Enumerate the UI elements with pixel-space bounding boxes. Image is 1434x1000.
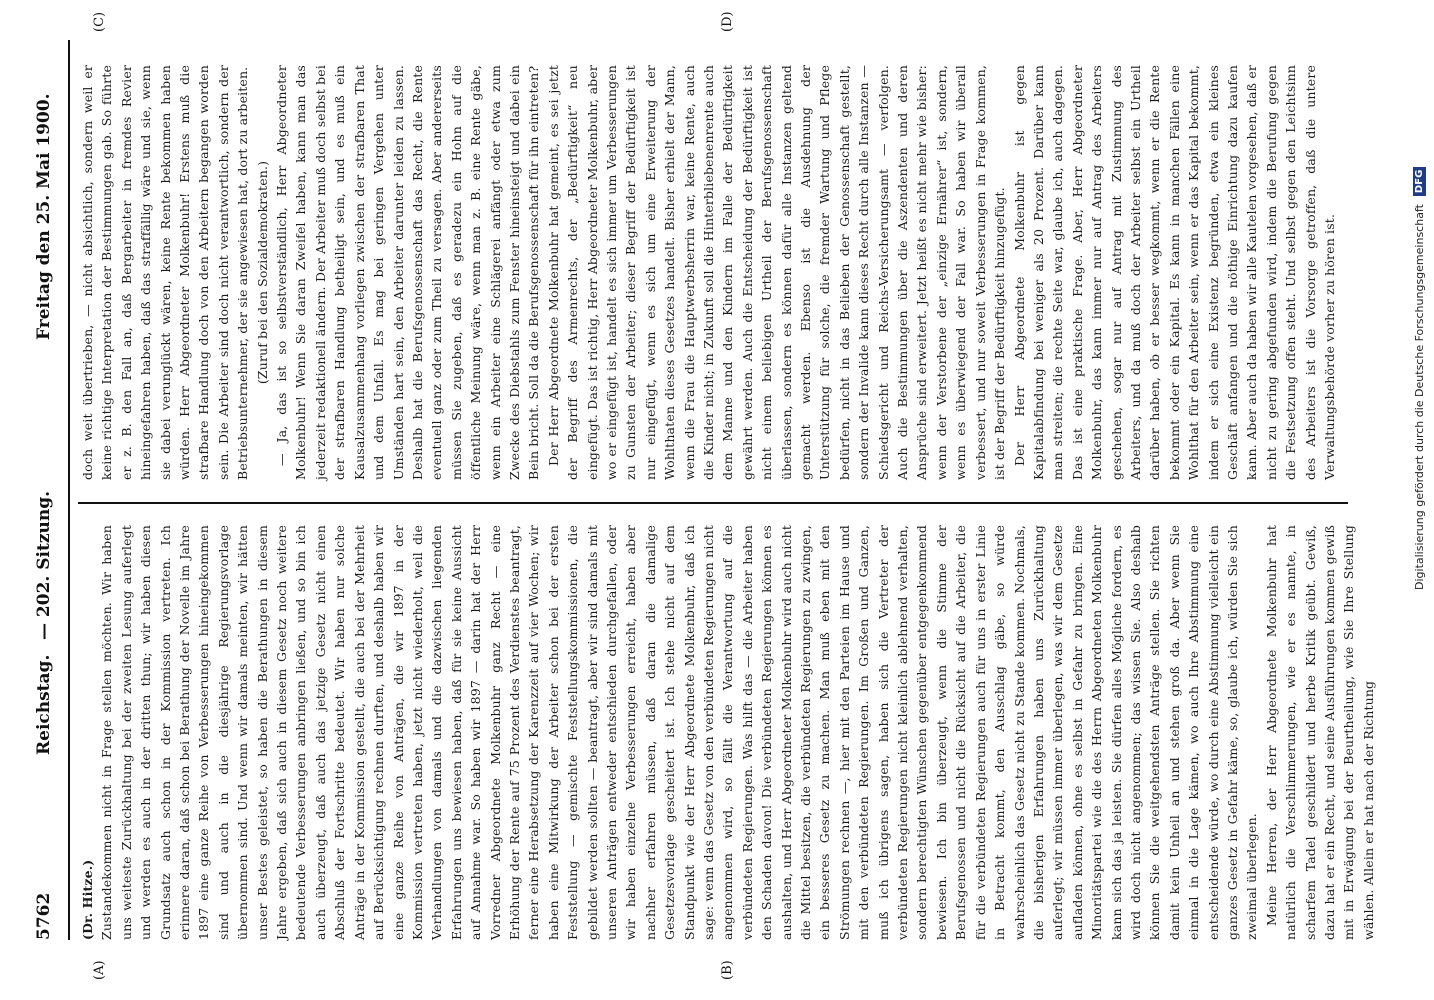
paragraph: Der Herr Abgeordnete Molkenbuhr ist gegen Kapitalabfindung bei weniger als 20 Prozent. Darüber kann man streiten; die rechte Seite war, glaube ich, auch dagegen. Das ist eine praktische Frage. Aber, Herr Abgeordneter Molkenbuhr, das kann immer nur auf Antrag des Arbeiters geschehen, sogar nur auf Antrag mit Zustimmung des Arbeiters, und da muß doch der Arbeiter selbst ein Urtheil darüber haben, ob er besser wegkommt, wenn er die Rente bekommt oder ein Kapital. Es kann in manchen Fällen eine Wohlthat für den Arbeiter sein, wenn er das Kapital bekommt, indem er sich eine Existenz begründen, etwa ein kleines Geschäft anfangen und die nöthige Einrichtung dazu kaufen kann. Aber auch da haben wir alle Kautelen vorgesehen, daß er nicht zu gering abgefunden wird, indem die Berufung gegen die Festsetzung offen steht. Und selbst gegen den Leichtsinn des Arbeiters ist die Vorsorge getroffen, daß die untere Verwaltungsbehörde vorher zu hören ist. bbox=[1011, 65, 1337, 480]
header-date: Freitag den 25. Mai 1900. bbox=[34, 93, 54, 340]
paragraph: Der Herr Abgeordnete Molkenbuhr hat gemeint, es sei jetzt der Begriff des Armenrechts, der „Bedürftigkeit“ neu eingefügt. Das ist richtig, Herr Abgeordneter Molkenbuhr, aber wo er eingefügt ist, handelt es sich immer um Verbesserungen zu Gunsten der Arbeiter; dieser Begriff der Bedürftigkeit ist nur eingefügt, wenn es sich um eine Erweiterung der Wohlthaten dieses Gesetzes handelt. Bisher erhielt der Mann, wenn die Frau die Hauptwerbsherrin war, keine Rente, auch die Kinder nicht; in Zukunft soll die Hinterbliebenenrente auch dem Manne und den Kindern im Falle der Bedürftigkeit gewährt werden. Auch die Entscheidung der Bedürftigkeit ist nicht einem beliebigen Urtheil der Berufsgenossenschaft überlassen, sondern es können dafür alle Instanzen geltend gemacht werden. Ebenso ist die Ausdehnung der Unterstützung für solche, die fremder Wartung und Pflege bedürfen, nicht in das Belieben der Genossenschaft gestellt, sondern der Invalide kann dieses Recht durch alle Instanzen — Schiedsgericht und Reichs-Versicherungsamt — verfolgen. Auch die Bestimmungen über die Aszendenten und deren Ansprüche sind erweitert. Jetzt heißt es nicht mehr wie bisher: wenn der Verstorbene der „einzige Ernährer“ ist, sondern, wenn es überwiegend der Fall war. So haben wir überall verbessert, und nur soweit Verbesserungen in Frage kommen, ist der Begriff der Bedürftigkeit hinzugefügt. bbox=[545, 65, 1008, 480]
page-header bbox=[28, 40, 62, 940]
paragraph: Zustandekommen nicht in Frage stellen möchten. Wir haben uns weiteste Zurückhaltung bei der zweiten Lesung auferlegt und werden es auch in der dritten thun; wir haben diesen Grundsatz auch schon in der Kommission vertreten. Ich erinnere daran, daß schon bei Berathung der Novelle im Jahre 1897 eine ganze Reihe von Verbesserungen hineingekommen sind und auch in die diesjährige Regierungsvorlage übernommen sind. Und wenn wir damals meinten, wir hätten unser Bestes geleistet, so haben die Berathungen in diesem Jahre ergeben, daß sich auch in diesem Gesetz noch weitere bedeutende Verbesserungen anbringen ließen, und so bin ich auch überzeugt, daß auch das jetzige Gesetz nicht einen Abschluß der Fortschritte bedeutet. Wir haben nur solche Anträge in der Kommission gestellt, die auch bei der Mehrheit auf Berücksichtigung rechnen durften, und deshalb haben wir eine ganze Reihe von Anträgen, die wir 1897 in der Kommission vertreten haben, jetzt nicht wiederholt, weil die Verhandlungen von damals und die dazwischen liegenden Erfahrungen uns bewiesen haben, daß für sie keine Aussicht auf Annahme war. So haben wir 1897 — darin hat der Herr Vorredner Abgeordnete Molkenbuhr ganz Recht — eine Erhöhung der Rente auf 75 Prozent des Verdienstes beantragt, ferner eine Herabsetzung der Karenzzeit auf vier Wochen; wir haben eine Mitwirkung der Arbeiter schon bei der ersten Feststellung — gemischte Feststellungskommissionen, die gebildet werden sollten — beantragt, aber wir sind damals mit unseren Anträgen entweder entschieden durchgefallen, oder wir haben einzelne Verbesserungen erreicht, haben aber nachher erfahren müssen, daß daran die damalige Gesetzesvorlage gescheitert ist. Ich stehe nicht auf dem Standpunkt wie der Herr Abgeordnete Molkenbuhr, daß ich sage: wenn das Gesetz von den verbündeten Regierungen nicht angenommen wird, so fällt die Verantwortung auf die verbündeten Regierungen. Was hilft das — die Arbeiter haben den Schaden davon! Die verbündeten Regierungen können es aushalten, und Herr Abgeordneter Molkenbuhr wird auch nicht die Mittel besitzen, die verbündeten Regierungen zu zwingen, ein besseres Gesetz zu machen. Man muß eben mit den Strömungen rechnen —, hier mit den Parteien im Hause und mit den verbündeten Regierungen. Im Großen und Ganzen, muß ich übrigens sagen, haben sich die Vertreter der verbündeten Regierungen nicht kleinlich ablehnend verhalten, sondern berechtigten Wünschen gegenüber entgegenkommend bewiesen. Ich bin überzeugt, wenn die Stimme der Berufsgenossen und nicht die Rücksicht auf die Arbeiter, die für die verbündeten Regierungen auch für uns in erster Linie in Betracht kommt, den Ausschlag gäbe, so würde wahrscheinlich das Gesetz nicht zu Stande kommen. Nochmals, die bisherigen Erfahrungen haben uns Zurückhaltung auferlegt; wir müssen immer überlegen, was wir dem Gesetze aufladen können, ohne es selbst in Gefahr zu bringen. Eine Minoritätspartei wie die des Herrn Abgeordneten Molkenbuhr kann sich das ja leisten. Sie dürfen alles Mögliche fordern, es wird doch nicht angenommen; das wissen Sie. Also deshalb können Sie die weitgehendsten Anträge stellen. Sie richten damit kein Unheil an und stehen groß da. Aber wenn Sie einmal in die Lage kämen, wo auch Ihre Abstimmung eine entscheidende würde, wo durch eine Abstimmung vielleicht ein ganzes Gesetz in Gefahr käme, so, glaube ich, würden Sie sich zweimal überlegen. bbox=[99, 525, 1260, 940]
digitization-note bbox=[1405, 0, 1434, 1000]
left-column bbox=[78, 525, 1376, 940]
digitization-text: Digitalisierung gefördert durch die Deutsche Forschungsgemeinschaft bbox=[1413, 204, 1426, 590]
paragraph: doch weit übertrieben, — nicht absichtlich, sondern weil er keine richtige Interpretation der Bestimmungen gab. So führte er z. B. den Fall an, daß Bergarbeiter in fremdes Revier hineingefahren haben, daß das straffällig wäre und sie, wenn sie dabei verunglückt wären, keine Rente bekommen haben würden. Herr Abgeordneter Molkenbuhr! Erstens muß die strafbare Handlung doch von den Arbeitern begangen worden sein. Die Arbeiter sind doch nicht verantwortlich, sondern der Betriebsunternehmer, der sie angewiesen hat, dort zu arbeiten. bbox=[80, 65, 251, 480]
right-column bbox=[78, 65, 1348, 480]
header-session: — 202. Sitzung. bbox=[34, 490, 54, 640]
margin-letter-c: (C) bbox=[92, 11, 107, 32]
interjection: (Zuruf bei den Sozialdemokraten.) bbox=[254, 160, 270, 385]
page-number: 5762 bbox=[34, 892, 54, 940]
column-divider bbox=[78, 502, 1348, 504]
margin-letter-d: (D) bbox=[720, 11, 735, 32]
dfg-logo: DFG bbox=[1413, 167, 1426, 196]
speaker-label: (Dr. Hitze.) bbox=[80, 859, 95, 940]
paragraph: Meine Herren, der Herr Abgeordnete Molkenbuhr hat natürlich die Verschlimmerungen, wie er es nannte, in scharfem Tadel geschildert und herbe Kritik geübt. Gewiß, dazu hat er ein Recht, und seine Ausführungen kommen gewiß mit in Erwägung bei der Beurtheilung, wie Sie Ihre Stellung wählen. Allein er hat nach der Richtung bbox=[1263, 525, 1376, 940]
header-reichstag: Reichstag. bbox=[34, 654, 54, 755]
margin-letter-b: (B) bbox=[720, 960, 735, 980]
margin-letter-a: (A) bbox=[92, 960, 107, 980]
header-rule bbox=[68, 40, 70, 940]
paragraph: — Ja, das ist so selbstverständlich, Herr Abgeordneter Molkenbuhr! Wenn Sie daran Zweifel haben, kann man das jederzeit redaktionell ändern. Der Arbeiter muß doch selbst bei der strafbaren Handlung betheiligt sein, und es muß ein Kausalzusammenhang vorliegen zwischen der strafbaren That und dem Unfall. Es mag bei geringen Vergehen unter Umständen hart sein, den Arbeiter darunter leiden zu lassen. Deshalb hat die Berufsgenossenschaft das Recht, die Rente eventuell ganz oder zum Theil zu versagen. Aber andererseits müssen Sie zugeben, daß es geradezu ein Hohn auf die öffentliche Meinung wäre, wenn man z. B. eine Rente gäbe, wenn ein Arbeiter eine Schlägerei anfängt oder etwa zum Zwecke des Diebstahls zum Fenster hineinsteigt und dabei ein Bein bricht. Soll da die Berufsgenossenschaft für ihn eintreten? bbox=[274, 65, 542, 480]
